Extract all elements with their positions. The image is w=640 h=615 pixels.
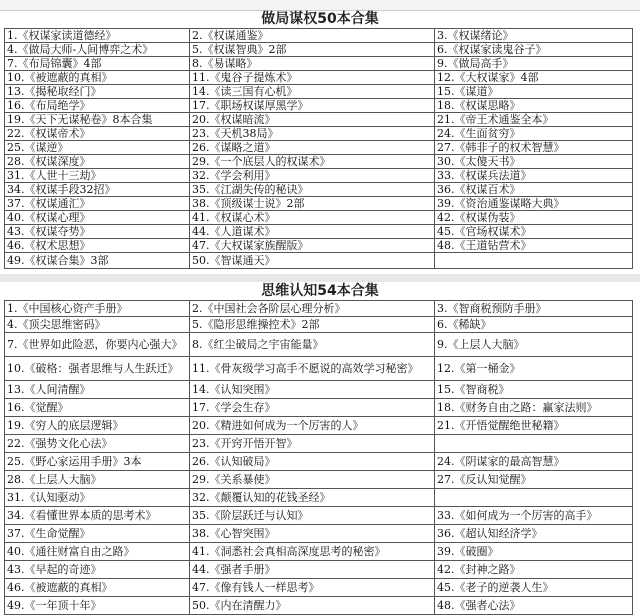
table-row (5, 579, 633, 597)
book-title-cell: 6.《权谋家读鬼谷子》 (435, 43, 633, 57)
book-title-cell: 22.《权谋帝术》 (5, 127, 190, 141)
table-row (5, 155, 633, 169)
book-title-cell: 7.《布局锦囊》4部 (5, 57, 190, 71)
book-title-cell: 21.《开悟觉醒绝世秘籍》 (435, 417, 633, 435)
book-title-cell: 37.《权谋通汇》 (5, 197, 190, 211)
book-title-cell: 49.《权谋合集》3部 (5, 253, 190, 269)
book-title-cell: 50.《内在清醒力》 (190, 597, 435, 615)
book-title-cell: 15.《智商税》 (435, 381, 633, 399)
book-title-cell: 15.《谋道》 (435, 85, 633, 99)
book-title-cell: 5.《隐形思维操控术》2部 (190, 317, 435, 333)
book-title-cell: 27.《反认知觉醒》 (435, 471, 633, 489)
table-row (5, 543, 633, 561)
book-title-cell: 1.《中国核心资产手册》 (5, 301, 190, 317)
book-title-cell: 27.《韩非子的权术智慧》 (435, 141, 633, 155)
book-title-cell: 8.《易谋略》 (190, 57, 435, 71)
book-title-cell: 22.《强势文化心法》 (5, 435, 190, 453)
table-row (5, 57, 633, 71)
book-title-cell: 9.《做局高手》 (435, 57, 633, 71)
table-row (5, 169, 633, 183)
book-title-cell: 11.《骨灰级学习高手不愿说的高效学习秘密》 (190, 357, 435, 381)
book-title-cell: 47.《像有钱人一样思考》 (190, 579, 435, 597)
book-title-cell: 46.《权术思想》 (5, 239, 190, 253)
book-title-cell: 29.《一个底层人的权谋术》 (190, 155, 435, 169)
book-title-cell: 12.《第一桶金》 (435, 357, 633, 381)
book-title-cell: 44.《强者手册》 (190, 561, 435, 579)
book-title-cell: 43.《早起的奇迹》 (5, 561, 190, 579)
book-title-cell: 4.《做局大师-人间博弈之术》 (5, 43, 190, 57)
book-title-cell: 34.《权谋手段32招》 (5, 183, 190, 197)
table-row (5, 471, 633, 489)
book-title-cell: 26.《认知破局》 (190, 453, 435, 471)
book-title-cell: 42.《封神之路》 (435, 561, 633, 579)
book-title-cell: 19.《天下无谋秘卷》8本合集 (5, 113, 190, 127)
book-title-cell: 16.《觉醒》 (5, 399, 190, 417)
section2-title: 思维认知54本合集 (261, 283, 379, 299)
book-title-cell: 24.《阴谋家的最高智慧》 (435, 453, 633, 471)
book-title-cell: 3.《智商税预防手册》 (435, 301, 633, 317)
book-title-cell: 43.《权谋夺势》 (5, 225, 190, 239)
section-divider (0, 274, 640, 282)
table-row (5, 597, 633, 615)
table-row (5, 489, 633, 507)
table-row (5, 435, 633, 453)
table-row (5, 225, 633, 239)
book-title-cell: 13.《揭秘取经门》 (5, 85, 190, 99)
book-title-cell: 13.《人间清醒》 (5, 381, 190, 399)
book-title-cell: 35.《阶层跃迁与认知》 (190, 507, 435, 525)
book-title-cell: 33.《权谋兵法道》 (435, 169, 633, 183)
table-row (5, 317, 633, 333)
book-title-cell: 42.《权谋伪装》 (435, 211, 633, 225)
table-row (5, 85, 633, 99)
book-title-cell: 18.《财务自由之路：赢家法则》 (435, 399, 633, 417)
book-title-cell: 48.《强者心法》 (435, 597, 633, 615)
table-row (5, 417, 633, 435)
table-row (5, 301, 633, 317)
book-title-cell: 25.《野心家运用手册》3本 (5, 453, 190, 471)
book-title-cell: 17.《职场权谋厚黑学》 (190, 99, 435, 113)
table-row (5, 525, 633, 543)
book-title-cell: 30.《太傻天书》 (435, 155, 633, 169)
table-row (5, 127, 633, 141)
section1-title: 做局谋权50本合集 (261, 11, 379, 27)
book-title-cell: 31.《认知驱动》 (5, 489, 190, 507)
book-title-cell: 5.《权谋智典》2部 (190, 43, 435, 57)
book-title-cell: 38.《心智突围》 (190, 525, 435, 543)
book-title-cell: 47.《大权谋家族醒版》 (190, 239, 435, 253)
table-row (5, 43, 633, 57)
book-title-cell: 1.《权谋家读道德经》 (5, 29, 190, 43)
book-title-cell: 2.《中国社会各阶层心理分析》 (190, 301, 435, 317)
book-title-cell: 10.《被遮蔽的真相》 (5, 71, 190, 85)
book-title-cell: 50.《智谋通天》 (190, 253, 435, 269)
book-title-cell: 45.《老子的逆袭人生》 (435, 579, 633, 597)
book-title-cell: 32.《学会利用》 (190, 169, 435, 183)
table-row (5, 399, 633, 417)
table-row (5, 453, 633, 471)
book-title-cell: 14.《读三国有心机》 (190, 85, 435, 99)
book-title-cell: 40.《通往财富自由之路》 (5, 543, 190, 561)
book-title-cell: 6.《稀缺》 (435, 317, 633, 333)
book-title-cell (435, 489, 633, 507)
book-title-cell: 25.《谋逆》 (5, 141, 190, 155)
book-title-cell: 7.《世界如此险恶，你要内心强大》 (5, 333, 190, 357)
book-title-cell: 48.《王道钻营术》 (435, 239, 633, 253)
section1-table (4, 28, 633, 269)
book-title-cell: 41.《权谋心术》 (190, 211, 435, 225)
book-title-cell: 46.《被遮蔽的真相》 (5, 579, 190, 597)
book-title-cell: 23.《天机38局》 (190, 127, 435, 141)
book-title-cell: 16.《布局绝学》 (5, 99, 190, 113)
book-title-cell: 18.《权谋思略》 (435, 99, 633, 113)
table-row (5, 141, 633, 155)
book-title-cell: 40.《权谋心理》 (5, 211, 190, 225)
book-title-cell: 24.《生面贫穷》 (435, 127, 633, 141)
book-title-cell: 35.《江湖失传的秘诀》 (190, 183, 435, 197)
table-row (5, 197, 633, 211)
table-row (5, 561, 633, 579)
table-row (5, 507, 633, 525)
book-title-cell: 39.《破圈》 (435, 543, 633, 561)
book-title-cell: 29.《关系暴使》 (190, 471, 435, 489)
book-title-cell: 14.《认知突围》 (190, 381, 435, 399)
book-title-cell: 31.《人世十三劫》 (5, 169, 190, 183)
book-title-cell: 21.《帝王术通鉴全本》 (435, 113, 633, 127)
table-row (5, 29, 633, 43)
book-title-cell: 23.《开窍开悟开智》 (190, 435, 435, 453)
table-row (5, 333, 633, 357)
table-row (5, 211, 633, 225)
table-row (5, 71, 633, 85)
table-row (5, 239, 633, 253)
book-title-cell (435, 435, 633, 453)
book-title-cell: 2.《权谋通鉴》 (190, 29, 435, 43)
book-title-cell: 20.《权谋暗流》 (190, 113, 435, 127)
book-title-cell: 20.《精进如何成为一个厉害的人》 (190, 417, 435, 435)
book-title-cell: 19.《穷人的底层逻辑》 (5, 417, 190, 435)
table-row (5, 253, 633, 269)
book-title-cell: 37.《生命觉醒》 (5, 525, 190, 543)
book-title-cell: 12.《大权谋家》4部 (435, 71, 633, 85)
book-title-cell: 44.《人道谋术》 (190, 225, 435, 239)
book-title-cell: 32.《颠覆认知的花钱圣经》 (190, 489, 435, 507)
book-title-cell: 8.《红尘破局之宇宙能量》 (190, 333, 435, 357)
book-title-cell: 26.《谋略之道》 (190, 141, 435, 155)
book-title-cell: 3.《权谋绪论》 (435, 29, 633, 43)
book-title-cell: 38.《顶级谋士说》2部 (190, 197, 435, 211)
book-title-cell: 39.《资治通鉴谋略大典》 (435, 197, 633, 211)
book-title-cell: 41.《洞悉社会真相高深度思考的秘密》 (190, 543, 435, 561)
book-title-cell: 9.《上层人大脑》 (435, 333, 633, 357)
book-title-cell: 36.《超认知经济学》 (435, 525, 633, 543)
table-row (5, 381, 633, 399)
book-title-cell: 4.《顶尖思维密码》 (5, 317, 190, 333)
book-title-cell: 36.《权谋百术》 (435, 183, 633, 197)
book-title-cell: 28.《权谋深度》 (5, 155, 190, 169)
book-title-cell: 10.《破格：强者思维与人生跃迁》 (5, 357, 190, 381)
section2-table (4, 300, 633, 615)
table-row (5, 357, 633, 381)
book-title-cell: 17.《学会生存》 (190, 399, 435, 417)
book-title-cell: 28.《上层人大脑》 (5, 471, 190, 489)
table-row (5, 113, 633, 127)
book-title-cell: 33.《如何成为一个厉害的高手》 (435, 507, 633, 525)
book-title-cell: 49.《一年顶十年》 (5, 597, 190, 615)
book-title-cell: 34.《看懂世界本质的思考术》 (5, 507, 190, 525)
book-title-cell: 45.《官场权谋术》 (435, 225, 633, 239)
book-title-cell (435, 253, 633, 269)
book-title-cell: 11.《鬼谷子提炼术》 (190, 71, 435, 85)
table-row (5, 183, 633, 197)
table-row (5, 99, 633, 113)
